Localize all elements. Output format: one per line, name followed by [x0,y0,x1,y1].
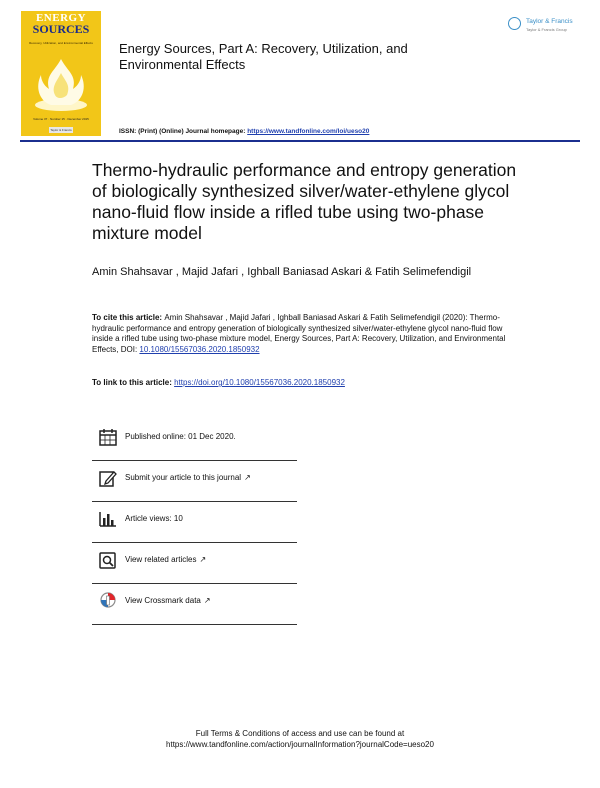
article-views-row [92,502,297,543]
terms-url[interactable]: https://www.tandfonline.com/action/journalInformation?journalCode=ueso20 [166,740,434,749]
crossmark-label [125,596,211,605]
article-actions [92,420,297,625]
related-articles-row[interactable] [92,543,297,584]
related-articles-text: View related articles [125,555,197,564]
publisher-logo[interactable] [508,14,588,36]
edit-icon [98,468,118,488]
citation-text: Amin Shahsavar , Majid Jafari , Ighball Baniasad Askari & Fatih Selimefendigil (2020): Thermo-hydraulic performance and entropy generation of biologically synthesized silver/water-ethylene glycol nano-fluid flow inside a rifled tube using two-phase mixture model, Energy Sources, Part A: Recovery, Utilization, and Environmental Effects, DOI: [92,313,506,354]
article-title: Thermo-hydraulic performance and entropy generation of biologically synthesized silver/water-ethylene glycol nano-fluid flow inside a rifled tube using two-phase mixture model [92,160,517,243]
issn-text: ISSN: (Print) (Online) Journal homepage: [119,128,248,135]
article-link-line [92,378,512,389]
cover-issue-info: Volume 37 · Number 15 · December 2015 [33,117,89,121]
external-link-icon: ↗ [199,555,207,564]
article-doi-url[interactable]: https://doi.org/10.1080/15567036.2020.1850932 [174,378,345,387]
cover-subtitle: Recovery, Utilization, and Environmental Effects [29,41,93,45]
search-document-icon [98,550,118,570]
submit-article-text: Submit your article to this journal [125,473,242,482]
issn-line [119,128,369,135]
journal-homepage-link[interactable]: https://www.tandfonline.com/loi/ueso20 [247,128,370,135]
publisher-name: Taylor & Francis [526,18,573,25]
article-views-label: Article views: 10 [125,514,183,523]
terms-footer [0,728,600,750]
citation-doi-link[interactable]: 10.1080/15567036.2020.1850932 [139,344,260,354]
header-divider [20,140,580,142]
cover-title [21,13,101,35]
related-articles-label [125,555,206,564]
cover-publisher-logo: Taylor & Francis [50,128,72,132]
citation-label: To cite this article: [92,313,165,322]
bar-chart-icon [98,509,118,529]
article-authors: Amin Shahsavar , Majid Jafari , Ighball Baniasad Askari & Fatih Selimefendigil [92,266,472,278]
journal-title: Energy Sources, Part A: Recovery, Utilization, and Environmental Effects [119,41,408,72]
publisher-tagline: Taylor & Francis Group [526,27,567,32]
flame-illustration [27,55,95,113]
citation-block [92,313,512,355]
calendar-icon [98,427,118,447]
external-link-icon: ↗ [203,596,211,605]
cover-title-line1: ENERGY [35,12,87,24]
terms-line: Full Terms & Conditions of access and use can be found at [195,729,405,738]
link-label: To link to this article: [92,378,175,387]
crossmark-text: View Crossmark data [125,596,201,605]
crossmark-icon [98,591,118,611]
journal-cover [21,11,101,136]
published-online-row [92,420,297,461]
publisher-logo-icon [508,17,521,30]
published-online-label: Published online: 01 Dec 2020. [125,432,236,441]
submit-article-label [125,473,251,482]
external-link-icon: ↗ [244,473,251,482]
submit-article-row[interactable] [92,461,297,502]
cover-title-line2: SOURCES [32,22,90,36]
crossmark-row[interactable] [92,584,297,625]
